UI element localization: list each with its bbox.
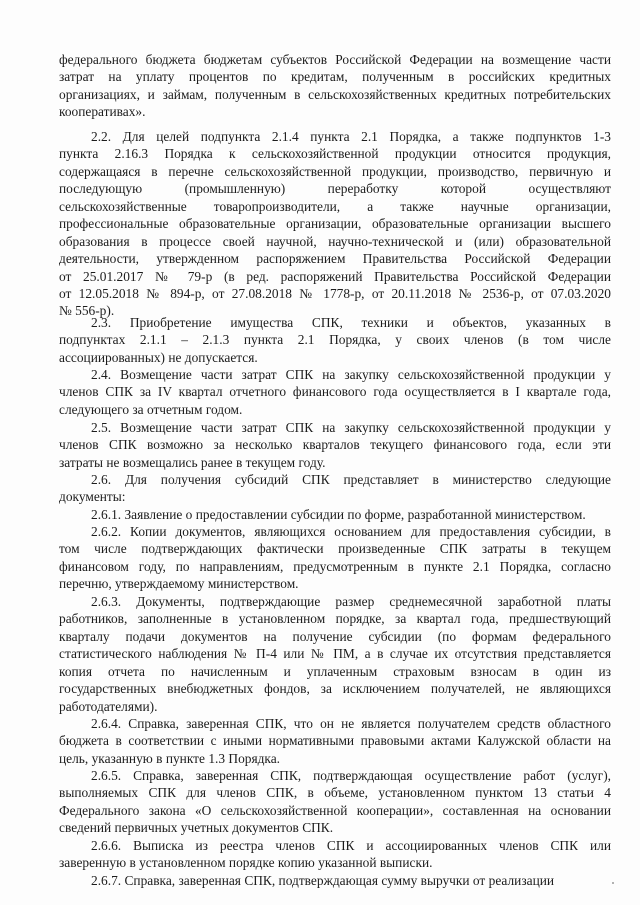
paragraph-2-6-5: [59, 767, 611, 837]
text-line: кварталу подачи документов на получение субсидии (по формам федерального: [59, 628, 611, 644]
text-line: членов СПК возможно за несколько кварталов текущего финансового года, если эти: [59, 437, 611, 453]
text-line: затрат на уплату процентов по кредитам, полученным в российских кредитных: [59, 69, 611, 85]
paragraph-2-6-2: [59, 523, 611, 593]
text-line: выполняемых СПК для членов СПК, в объеме, установленном пунктом 13 статьи 4: [59, 785, 611, 801]
text-line: 2.2. Для целей подпункта 2.1.4 пункта 2.1 Порядка, а также подпунктов 1-3: [91, 129, 611, 144]
text-line: сельскохозяйственные товаропроизводители, а также научные организации,: [59, 198, 611, 214]
text-line: 2.6.4. Справка, заверенная СПК, что он не является получателем средств областного: [91, 716, 611, 731]
text-line: заверенную в установленном порядке копию указанной выписки.: [59, 855, 433, 871]
scan-speck: [612, 882, 614, 884]
text-line: работодателями).: [59, 698, 158, 714]
text-line: цель, указанную в пункте 1.3 Порядка.: [59, 750, 281, 766]
paragraph-2-6-6: [59, 837, 611, 872]
paragraph-intro-continuation: [59, 51, 611, 121]
text-line: 2.6. Для получения субсидий СПК представляет в министерство следующие: [91, 472, 611, 487]
text-line: ассоциированных) не допускается.: [59, 349, 258, 365]
text-line: от 25.01.2017 № 79-р (в ред. распоряжений Правительства Российской Федерации: [59, 268, 611, 284]
text-line: документы:: [59, 489, 126, 505]
text-line: том числе подтверждающих фактически произведенные СПК затраты в текущем: [59, 541, 611, 557]
text-line: № 556-р).: [59, 303, 115, 319]
paragraph-2-6-4: [59, 715, 611, 767]
text-line: подпунктах 2.1.1 – 2.1.3 пункта 2.1 Порядка, у своих членов (в том числе: [59, 332, 611, 348]
text-line: последующую (промышленную) переработку которой осуществляют: [59, 181, 611, 197]
paragraph-2-6-1: [59, 506, 611, 523]
text-line: профессиональные образовательные организации, образовательные организации высшего: [59, 216, 611, 232]
text-line: 2.4. Возмещение части затрат СПК на закупку сельскохозяйственной продукции у: [91, 367, 611, 382]
text-line: 2.6.7. Справка, заверенная СПК, подтверждающая сумму выручки от реализации: [91, 873, 555, 888]
text-line: бюджета в соответствии с иными нормативными правовыми актами Калужской области на: [59, 733, 611, 749]
text-line: затраты не возмещались ранее в текущем году.: [59, 454, 326, 470]
text-line: 2.6.3. Документы, подтверждающие размер среднемесячной заработной платы: [91, 594, 611, 609]
text-line: государственных внебюджетных фондов, за исключением получателей, не являющихся: [59, 681, 611, 697]
text-line: образования в процессе своей научной, научно-технической и (или) образовательной: [59, 233, 611, 249]
paragraph-2-6-3: [59, 593, 611, 715]
text-line: 2.6.5. Справка, заверенная СПК, подтверждающая осуществление работ (услуг),: [91, 768, 611, 783]
text-line: деятельности, утвержденном распоряжением Правительства Российской Федерации: [59, 251, 611, 267]
paragraph-2-2: [59, 128, 611, 320]
paragraph-2-4: [59, 366, 611, 418]
text-line: 2.6.2. Копии документов, являющихся основанием для предоставления субсидии, в: [91, 524, 611, 539]
paragraph-2-5: [59, 419, 611, 471]
text-line: членов СПК за IV квартал отчетного финансового года осуществляется в I квартале года,: [59, 384, 611, 400]
text-line: организациях, и займам, полученным в сельскохозяйственных кредитных потребительских: [59, 86, 611, 102]
paragraph-2-6: [59, 471, 611, 506]
text-line: перечню, утверждаемому министерством.: [59, 576, 299, 592]
text-line: финансовом году, по направлениям, предусмотренным в пункте 2.1 Порядка, согласно: [59, 558, 611, 574]
paragraph-2-6-7: [59, 872, 611, 889]
text-line: 2.6.1. Заявление о предоставлении субсидии по форме, разработанной министерством.: [91, 507, 586, 522]
text-line: Федерального закона «О сельскохозяйственной кооперации», составленная на основании: [59, 802, 611, 818]
text-line: работников, заполненные в установленном порядке, за квартал года, предшествующий: [59, 611, 611, 627]
text-line: пункта 2.16.3 Порядка к сельскохозяйственной продукции относится продукция,: [59, 146, 611, 162]
text-line: статистического наблюдения № П-4 или № ПМ, а в случае их отсутствия представляется: [59, 646, 611, 662]
text-line: содержащаяся в перечне сельскохозяйственной продукции, производство, первичную и: [59, 163, 611, 179]
text-line: федерального бюджета бюджетам субъектов Российской Федерации на возмещение части: [59, 52, 611, 67]
text-line: сведений первичных учетных документов СПК.: [59, 820, 334, 836]
text-line: следующего за отчетным годом.: [59, 401, 243, 417]
text-line: кооперативах».: [59, 104, 146, 120]
text-line: 2.5. Возмещение части затрат СПК на закупку сельскохозяйственной продукции у: [91, 420, 611, 435]
text-line: 2.6.6. Выписка из реестра членов СПК и ассоциированных членов СПК или: [91, 838, 611, 853]
text-line: 2.3. Приобретение имущества СПК, техники и объектов, указанных в: [91, 315, 611, 330]
paragraph-2-3: [59, 314, 611, 366]
text-line: от 12.05.2018 № 894-р, от 27.08.2018 № 1778-р, от 20.11.2018 № 2536-р, от 07.03.2020: [59, 285, 611, 301]
text-line: копия отчета по начисленным и уплаченным страховым взносам в один из: [59, 663, 611, 679]
